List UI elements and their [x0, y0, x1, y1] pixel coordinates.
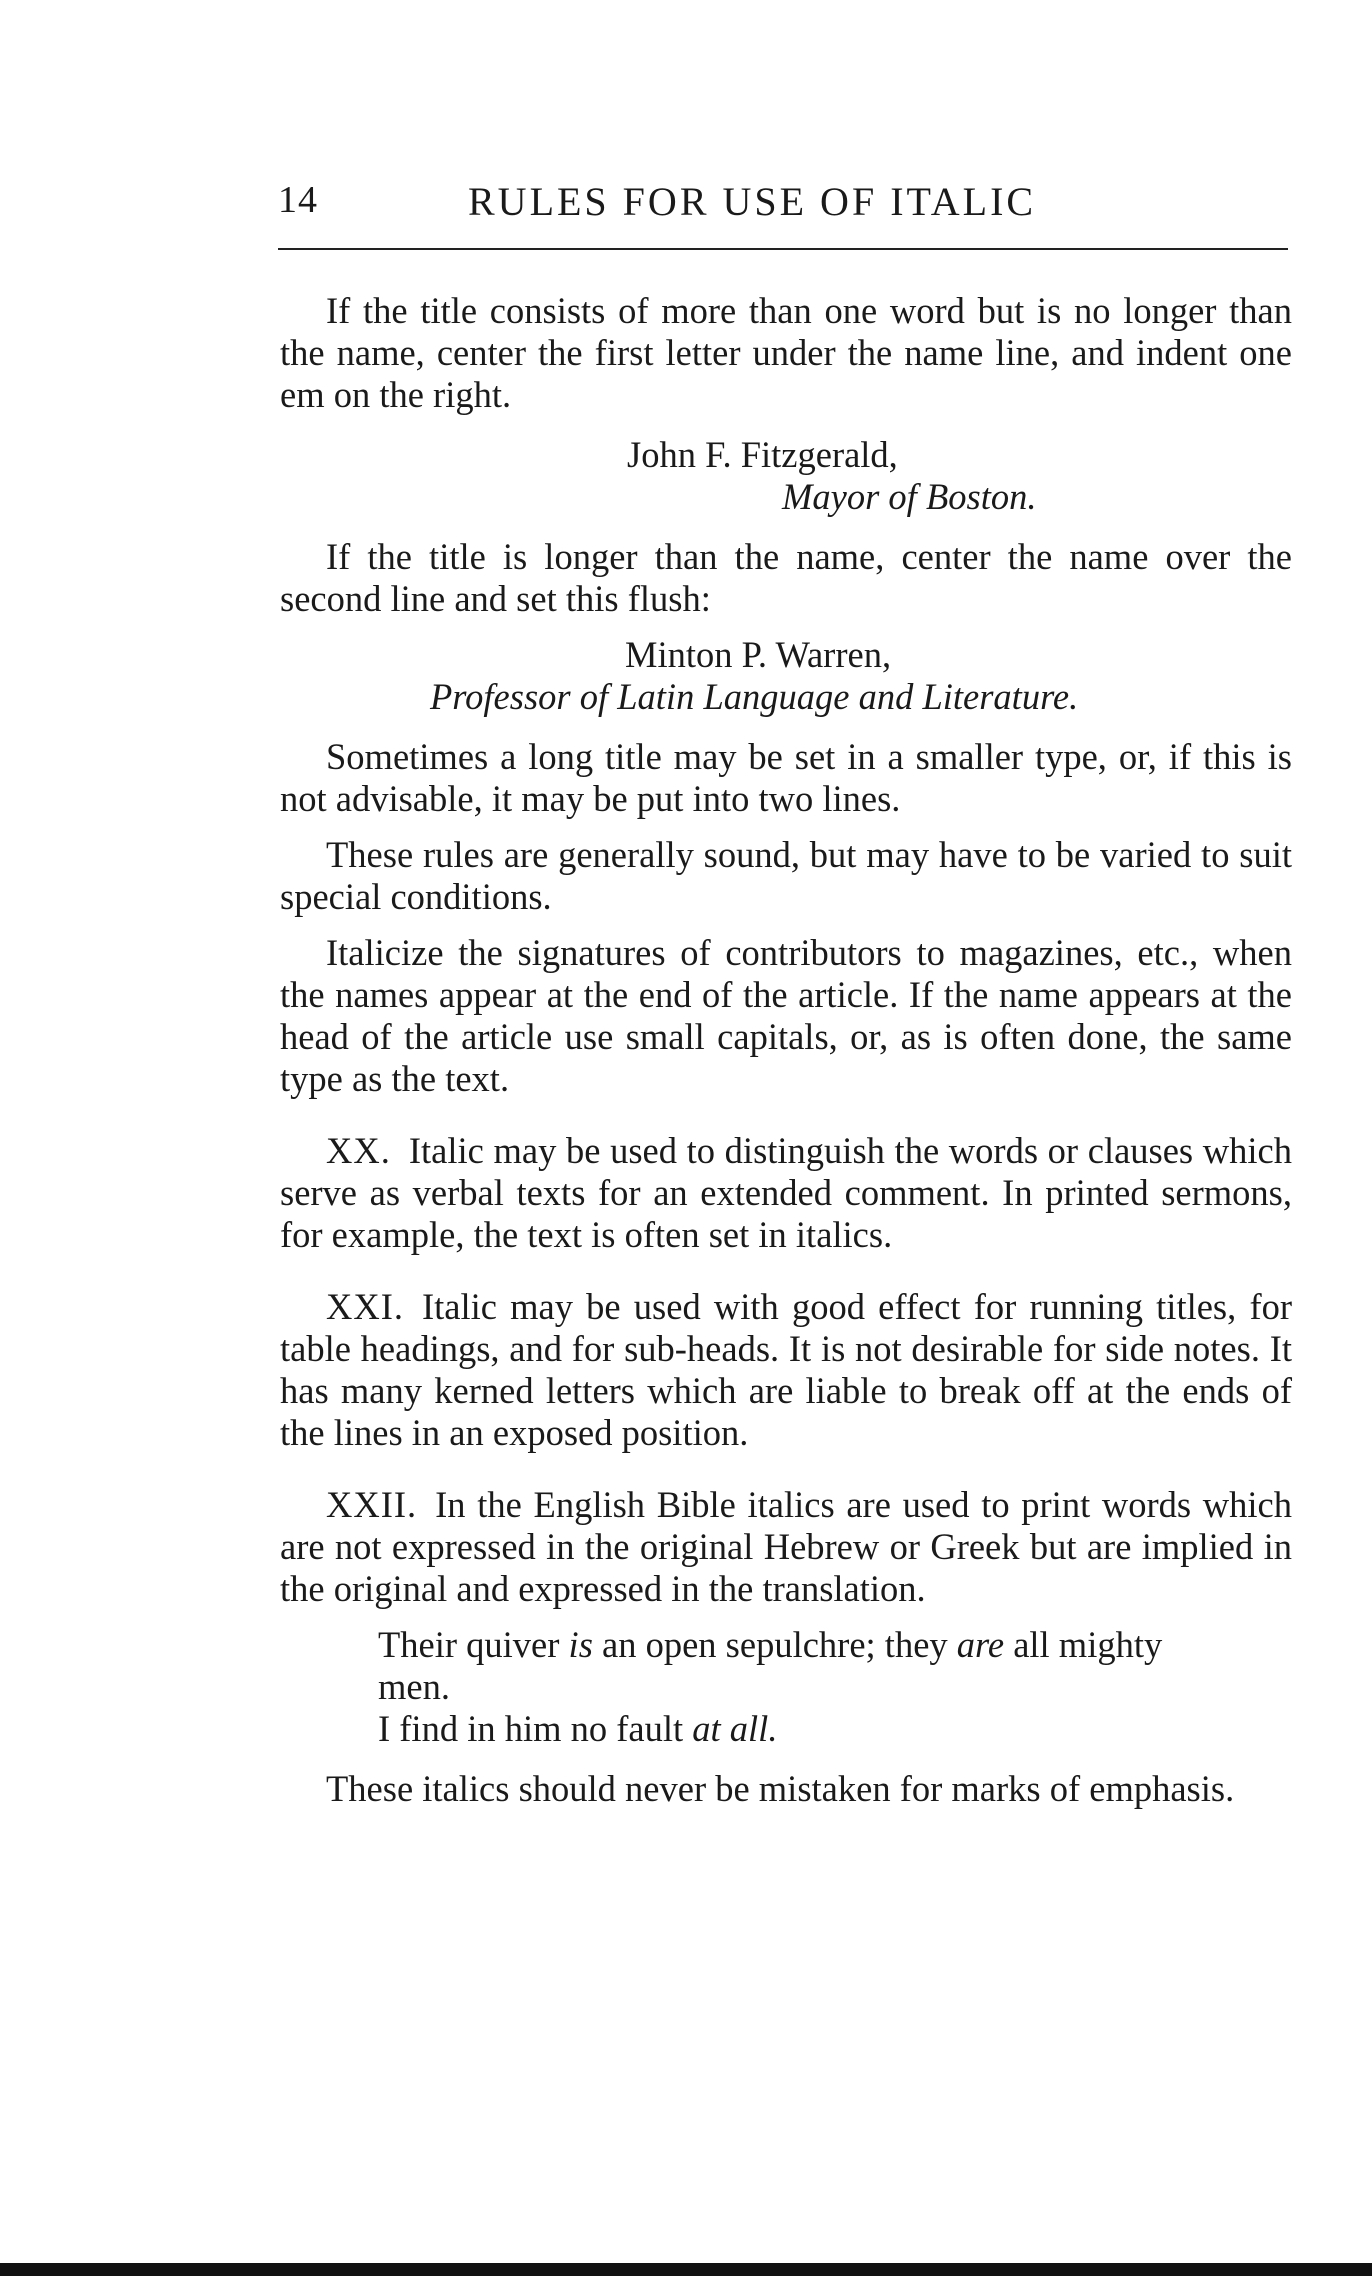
paragraph-emphasis: These italics should never be mistaken for marks of emphasis.	[326, 1768, 1235, 1809]
paragraph-contributors: Italicize the signatures of contributors to magazines, etc., when the names appear at the end of the article. If the name appears at the head of the article use small capitals, or, as is often done, the same type as the text.	[280, 932, 1292, 1099]
rule-number: XX.	[326, 1130, 391, 1171]
paragraph-smaller-type: Sometimes a long title may be set in a smaller type, or, if this is not advisable, it may be put into two lines.	[280, 736, 1292, 819]
rule-xxi	[280, 1286, 1292, 1454]
bible-verse-1-cont: men.	[378, 1666, 450, 1707]
paragraph-long-title: If the title is longer than the name, center the name over the second line and set this flush:	[280, 536, 1292, 619]
paragraph-title-rule: If the title consists of more than one word but is no longer than the name, center the first letter under the name line, and indent one em on the right.	[280, 290, 1292, 415]
signature-example-1	[280, 434, 1292, 518]
scan-bottom-edge	[0, 2263, 1372, 2276]
bible-verse-2	[280, 1708, 1292, 1750]
bible-verse-1	[280, 1624, 1292, 1666]
verse-text: Their quiver	[378, 1624, 569, 1665]
rule-number: XXI.	[326, 1286, 404, 1327]
paragraph-rules-sound: These rules are generally sound, but may have to be varied to suit special conditions.	[280, 834, 1292, 917]
verse-text: I find in him no fault	[378, 1708, 693, 1749]
signature-name: John F. Fitzgerald,	[627, 434, 898, 475]
page-number: 14	[278, 179, 318, 221]
verse-italic: at all.	[692, 1708, 778, 1749]
body-text	[280, 290, 1292, 1810]
verse-italic: is	[568, 1624, 593, 1665]
rule-text: Italic may be used with good effect for running titles, for table headings, and for sub-heads. It is not desirable for side notes. It has many kerned letters which are liable to break off at the ends of the lines in an exposed position.	[280, 1286, 1292, 1453]
verse-italic: are	[956, 1624, 1005, 1665]
running-title: RULES FOR USE OF ITALIC	[468, 179, 1037, 224]
rule-number: XXII.	[326, 1484, 418, 1525]
rule-xx	[280, 1130, 1292, 1256]
rule-text: In the English Bible italics are used to print words which are not expressed in the original Hebrew or Greek but are implied in the original and expressed in the translation.	[280, 1484, 1292, 1609]
rule-text: Italic may be used to distinguish the words or clauses which serve as verbal texts for an extended comment. In printed sermons, for example, the text is often set in italics.	[280, 1130, 1292, 1255]
signature-name: Minton P. Warren,	[625, 634, 892, 675]
bible-quotations	[280, 1624, 1292, 1750]
verse-text: all mighty	[1004, 1624, 1163, 1665]
signature-example-2	[280, 634, 1292, 718]
verse-text: an open sepulchre; they	[592, 1624, 957, 1665]
header-rule	[278, 248, 1288, 250]
signature-title: Mayor of Boston.	[782, 476, 1037, 517]
signature-title: Professor of Latin Language and Literature.	[430, 676, 1079, 717]
rule-xxii	[280, 1484, 1292, 1610]
page-header	[278, 178, 1288, 238]
